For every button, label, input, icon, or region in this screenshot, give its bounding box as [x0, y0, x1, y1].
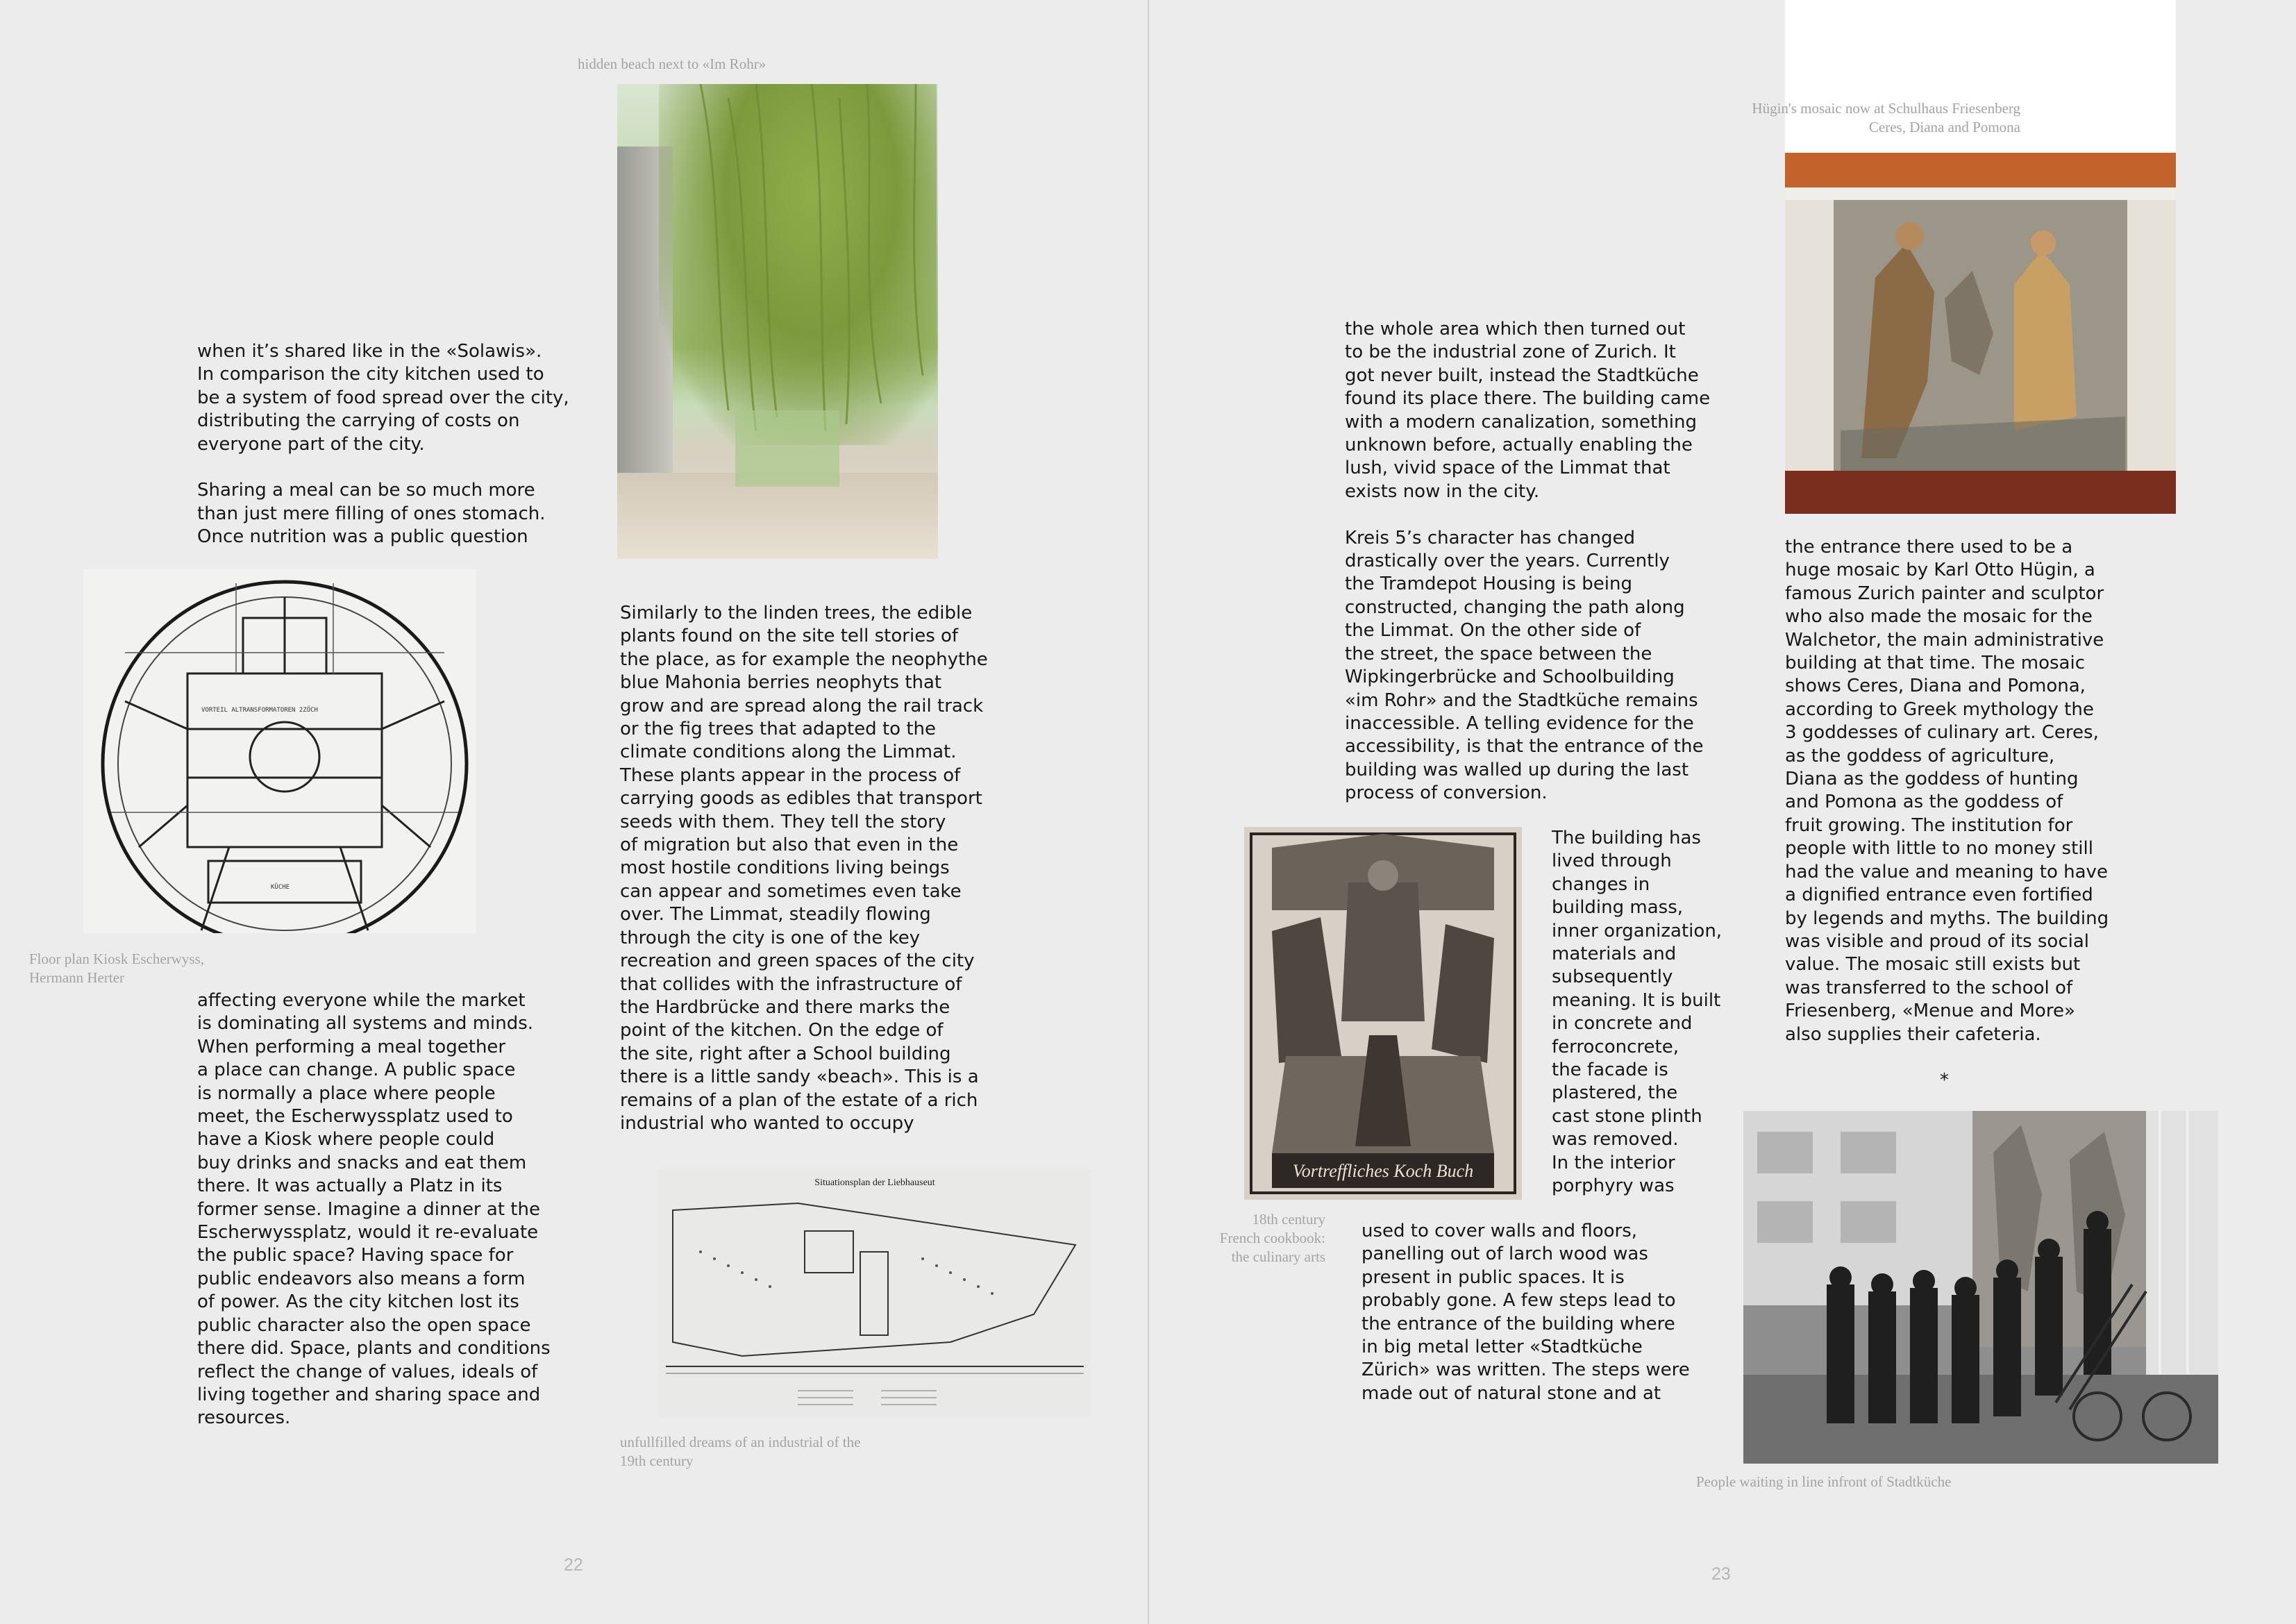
- siteplan-title: Situationsplan der Liebhauseut: [814, 1178, 935, 1188]
- text-intro: when it’s shared like in the «Solawis». In comparison the city kitchen used to be a system of food spread over the city, distributing the carrying of costs on everyone part of the city. Sharing a meal can be so much more than just mere filling of ones stomach. Once nutrition was a public question: [197, 341, 569, 548]
- text-building: The building has lived through changes in building mass, inner organization, materials and subsequently meaning. It is built in concrete and ferroconcrete, the facade is plastered, the cast stone plinth was removed. In the interior porphyry was: [1552, 828, 1723, 1197]
- photo-people-waiting: [1743, 1111, 2218, 1464]
- caption-floorplan: Floor plan Kiosk Escherwyss, Hermann Herter: [29, 951, 204, 986]
- willow-branches-drawing: [617, 84, 938, 559]
- floorplan-label-transformer: VORTEIL ALTRANSFORMATOREN 2ZÖCH: [201, 707, 318, 714]
- cookbook-title: Vortreffliches Koch Buch: [1292, 1161, 1474, 1181]
- mosaic-photo-drawing: [1785, 153, 2176, 514]
- caption-siteplan: unfullfilled dreams of an industrial of the 19th century: [620, 1434, 861, 1469]
- text-public-space: affecting everyone while the market is dominating all systems and minds. When performing a meal together a place can change. A public space is normally a place where people meet, the Escherwyssplatz used to have a Kiosk where people could buy drinks and snacks and eat them there. It was actually a Platz in its former sense. Imagine a dinner at the Escherwyssplatz, would it re-evaluate the public space? Having space for public endeavors also means a form of power. As the city kitchen lost its public character also the open space there did. Space, plants and conditions reflect the change of values, ideals of living together and sharing space and resources.: [197, 990, 551, 1429]
- caption-mosaic: Hügin's mosaic now at Schulhaus Friesenberg Ceres, Diana and Pomona: [1752, 100, 2020, 135]
- text-industrial-zone: the whole area which then turned out to be the industrial zone of Zurich. It got never built, instead the Stadtküche found its place there. The building came with a modern canalization, something unknown before, actually enabling the lush, vivid space of the Limmat that exists now in the city. Kreis 5’s character has changed drastically over the years. Currently the Tramdepot Housing is being constructed, changing the path along the Limmat. On the other side of the street, the space between the Wipkingerbrücke and Schoolbuilding «im Rohr» and the Stadtküche remains inaccessible. A telling evidence for the accessibility, is that the entrance of the building was walled up during the last process of conversion.: [1345, 319, 1711, 804]
- photo-hidden-beach: [617, 84, 938, 559]
- cookbook-engraving-drawing: [1244, 827, 1522, 1200]
- site-plan-estate: [659, 1169, 1091, 1417]
- asterisk-separator: *: [1940, 1070, 1949, 1091]
- page-spine: [1148, 0, 1149, 1624]
- floor-plan-kiosk: [83, 569, 476, 933]
- page-number-right: 23: [1711, 1564, 1731, 1584]
- text-mosaic: the entrance there used to be a huge mosaic by Karl Otto Hügin, a famous Zurich painter and sculptor who also made the mosaic for the Walchetor, the main administrative building at that time. The mosaic shows Ceres, Diana and Pomona, according to Greek mythology the 3 goddesses of culinary art. Ceres, as the goddess of agriculture, Diana as the goddess of hunting and Pomona as the goddess of fruit growing. The institution for people with little to no money still had the value and meaning to have a dignified entrance even fortified by legends and myths. The building was visible and proud of its social value. The mosaic still exists but was transferred to the school of Friesenberg, «Menue and More» also supplies their cafeteria.: [1785, 537, 2109, 1045]
- site-plan-drawing: [659, 1169, 1091, 1417]
- floorplan-label-kitchen: KÜCHE: [271, 884, 290, 891]
- floor-plan-drawing: [83, 569, 476, 933]
- cookbook-engraving: [1244, 827, 1522, 1200]
- queue-photo-drawing: [1743, 1111, 2218, 1464]
- text-interior: used to cover walls and floors, panelling out of larch wood was present in public spaces. It is probably gone. A few steps lead to the entrance of the building where in big metal letter «Stadtküche Zürich» was written. The steps were made out of natural stone and at: [1361, 1221, 1690, 1404]
- text-plants: Similarly to the linden trees, the edible plants found on the site tell stories of the place, as for example the neophythe blue Mahonia berries neophyts that grow and are spread along the rail track or the fig trees that adapted to the climate conditions along the Limmat. These plants appear in the process of carrying goods as edibles that transport seeds with them. They tell the story of migration but also that even in the most hostile conditions living beings can appear and sometimes even take over. The Limmat, steadily flowing through the city is one of the key recreation and green spaces of the city that collides with the infrastructure of the Hardbrücke and there marks the point of the kitchen. On the edge of the site, right after a School building there is a little sandy «beach». This is a remains of a plan of the estate of a rich industrial who wanted to occupy: [620, 603, 988, 1134]
- caption-queue: People waiting in line infront of Stadtküche: [1696, 1473, 1952, 1490]
- caption-cookbook: 18th century French cookbook: the culinary arts: [1219, 1211, 1325, 1265]
- page-number-left: 22: [564, 1555, 583, 1575]
- photo-mosaic-friesenberg: [1785, 153, 2176, 514]
- caption-beach: hidden beach next to «Im Rohr»: [578, 56, 766, 72]
